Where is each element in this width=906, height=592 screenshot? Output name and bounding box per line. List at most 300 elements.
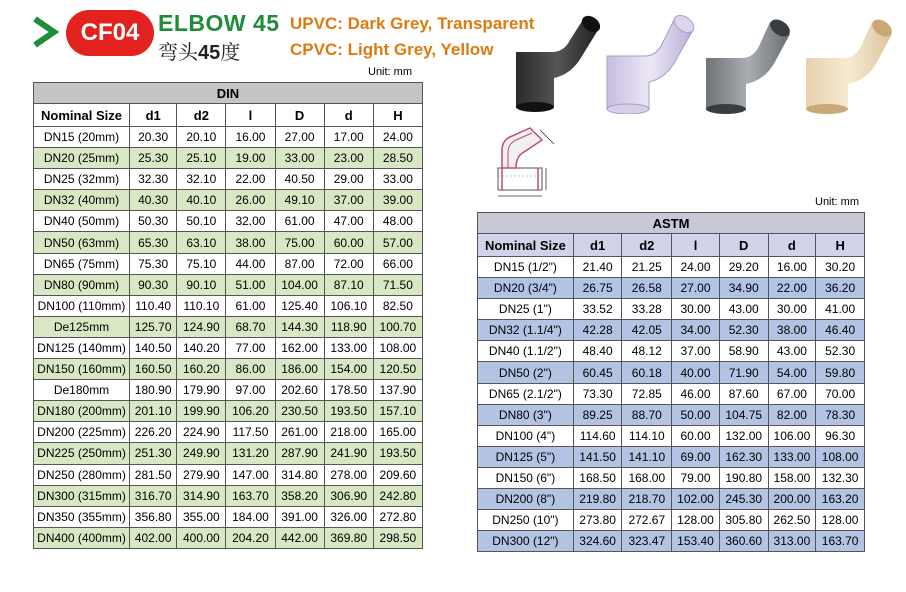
din-value-cell: 402.00 (130, 527, 177, 548)
astm-value-cell: 88.70 (622, 404, 672, 425)
din-column-header: l (226, 104, 275, 127)
astm-value-cell: 106.00 (768, 425, 816, 446)
din-table-row (34, 274, 423, 295)
din-value-cell: 49.10 (275, 190, 324, 211)
din-value-cell: 75.30 (130, 253, 177, 274)
din-value-cell: 39.00 (373, 190, 422, 211)
astm-value-cell: 163.70 (816, 531, 865, 552)
astm-value-cell: 48.12 (622, 341, 672, 362)
din-nominal-size-cell: DN150 (160mm) (34, 359, 130, 380)
din-table-row (34, 443, 423, 464)
din-column-header: Nominal Size (34, 104, 130, 127)
din-header-row (34, 104, 423, 127)
astm-value-cell: 108.00 (816, 446, 865, 467)
din-nominal-size-cell: DN25 (32mm) (34, 169, 130, 190)
astm-value-cell: 79.00 (672, 467, 720, 488)
din-value-cell: 66.00 (373, 253, 422, 274)
din-nominal-size-cell: DN200 (225mm) (34, 422, 130, 443)
din-value-cell: 162.00 (275, 337, 324, 358)
din-nominal-size-cell: DN15 (20mm) (34, 127, 130, 148)
din-table-row (34, 295, 423, 316)
din-nominal-size-cell: DN300 (315mm) (34, 485, 130, 506)
din-value-cell: 90.10 (177, 274, 226, 295)
astm-value-cell: 30.00 (768, 299, 816, 320)
astm-value-cell: 323.47 (622, 531, 672, 552)
din-table-row (34, 232, 423, 253)
astm-value-cell: 158.00 (768, 467, 816, 488)
din-value-cell: 104.00 (275, 274, 324, 295)
din-value-cell: 193.50 (373, 443, 422, 464)
product-code-badge: CF04 (66, 10, 154, 56)
astm-value-cell: 89.25 (573, 404, 622, 425)
din-column-header: d (324, 104, 373, 127)
astm-value-cell: 114.10 (622, 425, 672, 446)
astm-value-cell: 22.00 (768, 278, 816, 299)
din-value-cell: 316.70 (130, 485, 177, 506)
din-value-cell: 140.20 (177, 337, 226, 358)
din-value-cell: 82.50 (373, 295, 422, 316)
elbow-dimension-diagram (496, 124, 562, 204)
astm-value-cell: 30.00 (672, 299, 720, 320)
din-value-cell: 179.90 (177, 380, 226, 401)
astm-value-cell: 29.20 (719, 257, 768, 278)
din-table-row (34, 359, 423, 380)
din-value-cell: 75.00 (275, 232, 324, 253)
astm-value-cell: 141.10 (622, 446, 672, 467)
din-value-cell: 22.00 (226, 169, 275, 190)
din-value-cell: 326.00 (324, 506, 373, 527)
din-table-row (34, 527, 423, 548)
astm-nominal-size-cell: DN25 (1") (478, 299, 574, 320)
din-nominal-size-cell: DN350 (355mm) (34, 506, 130, 527)
din-nominal-size-cell: DN250 (280mm) (34, 464, 130, 485)
din-value-cell: 40.30 (130, 190, 177, 211)
din-value-cell: 24.00 (373, 127, 422, 148)
din-value-cell: 224.90 (177, 422, 226, 443)
din-table-row (34, 148, 423, 169)
din-value-cell: 144.30 (275, 316, 324, 337)
astm-table-row (478, 467, 865, 488)
din-nominal-size-cell: DN100 (110mm) (34, 295, 130, 316)
din-nominal-size-cell: DN20 (25mm) (34, 148, 130, 169)
din-value-cell: 68.70 (226, 316, 275, 337)
din-nominal-size-cell: DN125 (140mm) (34, 337, 130, 358)
din-value-cell: 87.00 (275, 253, 324, 274)
din-value-cell: 72.00 (324, 253, 373, 274)
din-value-cell: 108.00 (373, 337, 422, 358)
din-table-row (34, 422, 423, 443)
din-value-cell: 71.50 (373, 274, 422, 295)
din-value-cell: 125.70 (130, 316, 177, 337)
din-value-cell: 60.00 (324, 232, 373, 253)
astm-value-cell: 27.00 (672, 278, 720, 299)
astm-value-cell: 24.00 (672, 257, 720, 278)
astm-value-cell: 272.67 (622, 510, 672, 531)
product-subtitle-cn: 弯头45度 (158, 42, 241, 64)
chevron-right-icon (30, 14, 60, 50)
din-value-cell: 118.90 (324, 316, 373, 337)
din-value-cell: 77.00 (226, 337, 275, 358)
astm-nominal-size-cell: DN32 (1.1/4") (478, 320, 574, 341)
din-value-cell: 106.10 (324, 295, 373, 316)
din-table-row (34, 401, 423, 422)
din-value-cell: 218.00 (324, 422, 373, 443)
astm-value-cell: 360.60 (719, 531, 768, 552)
din-value-cell: 100.70 (373, 316, 422, 337)
din-value-cell: 226.20 (130, 422, 177, 443)
din-value-cell: 193.50 (324, 401, 373, 422)
material-upvc: UPVC: Dark Grey, Transparent (290, 14, 535, 33)
din-value-cell: 40.50 (275, 169, 324, 190)
din-value-cell: 202.60 (275, 380, 324, 401)
astm-value-cell: 128.00 (672, 510, 720, 531)
astm-value-cell: 218.70 (622, 489, 672, 510)
din-table (33, 82, 423, 549)
din-value-cell: 157.10 (373, 401, 422, 422)
din-nominal-size-cell: DN32 (40mm) (34, 190, 130, 211)
din-value-cell: 44.00 (226, 253, 275, 274)
elbow-yellow-image (800, 14, 896, 114)
astm-nominal-size-cell: DN125 (5") (478, 446, 574, 467)
din-value-cell: 249.90 (177, 443, 226, 464)
astm-value-cell: 153.40 (672, 531, 720, 552)
din-table-row (34, 169, 423, 190)
din-nominal-size-cell: DN65 (75mm) (34, 253, 130, 274)
astm-table-row (478, 510, 865, 531)
din-value-cell: 358.20 (275, 485, 324, 506)
astm-value-cell: 324.60 (573, 531, 622, 552)
din-value-cell: 97.00 (226, 380, 275, 401)
astm-value-cell: 245.30 (719, 489, 768, 510)
din-value-cell: 180.90 (130, 380, 177, 401)
din-value-cell: 25.10 (177, 148, 226, 169)
din-value-cell: 279.90 (177, 464, 226, 485)
astm-value-cell: 72.85 (622, 383, 672, 404)
astm-table-row (478, 257, 865, 278)
astm-column-header: Nominal Size (478, 234, 574, 257)
din-value-cell: 117.50 (226, 422, 275, 443)
din-column-header: d2 (177, 104, 226, 127)
astm-value-cell: 69.00 (672, 446, 720, 467)
astm-value-cell: 78.30 (816, 404, 865, 425)
astm-column-header: H (816, 234, 865, 257)
din-value-cell: 355.00 (177, 506, 226, 527)
astm-value-cell: 37.00 (672, 341, 720, 362)
din-value-cell: 140.50 (130, 337, 177, 358)
din-table-row (34, 127, 423, 148)
din-nominal-size-cell: DN80 (90mm) (34, 274, 130, 295)
astm-value-cell: 34.00 (672, 320, 720, 341)
astm-table-row (478, 425, 865, 446)
din-nominal-size-cell: DN40 (50mm) (34, 211, 130, 232)
astm-column-header: D (719, 234, 768, 257)
astm-value-cell: 46.00 (672, 383, 720, 404)
din-value-cell: 33.00 (373, 169, 422, 190)
astm-nominal-size-cell: DN100 (4") (478, 425, 574, 446)
astm-table-row (478, 362, 865, 383)
din-column-header: H (373, 104, 422, 127)
astm-value-cell: 219.80 (573, 489, 622, 510)
din-value-cell: 57.00 (373, 232, 422, 253)
astm-column-header: l (672, 234, 720, 257)
din-value-cell: 38.00 (226, 232, 275, 253)
din-value-cell: 124.90 (177, 316, 226, 337)
astm-nominal-size-cell: DN15 (1/2") (478, 257, 574, 278)
din-value-cell: 160.20 (177, 359, 226, 380)
astm-value-cell: 60.00 (672, 425, 720, 446)
astm-value-cell: 26.75 (573, 278, 622, 299)
din-value-cell: 251.30 (130, 443, 177, 464)
elbow-light-grey-image (700, 14, 794, 114)
astm-value-cell: 60.45 (573, 362, 622, 383)
din-value-cell: 165.00 (373, 422, 422, 443)
astm-caption: ASTM (478, 213, 865, 234)
din-caption: DIN (34, 83, 423, 104)
astm-nominal-size-cell: DN300 (12") (478, 531, 574, 552)
din-table-row (34, 464, 423, 485)
din-table-row (34, 190, 423, 211)
astm-value-cell: 128.00 (816, 510, 865, 531)
din-value-cell: 50.10 (177, 211, 226, 232)
din-value-cell: 160.50 (130, 359, 177, 380)
din-nominal-size-cell: DN400 (400mm) (34, 527, 130, 548)
astm-nominal-size-cell: DN250 (10") (478, 510, 574, 531)
astm-table-row (478, 299, 865, 320)
astm-table-row (478, 278, 865, 299)
din-value-cell: 47.00 (324, 211, 373, 232)
astm-value-cell: 58.90 (719, 341, 768, 362)
astm-table-row (478, 341, 865, 362)
din-value-cell: 298.50 (373, 527, 422, 548)
astm-value-cell: 52.30 (816, 341, 865, 362)
din-value-cell: 61.00 (226, 295, 275, 316)
astm-value-cell: 16.00 (768, 257, 816, 278)
din-value-cell: 25.30 (130, 148, 177, 169)
astm-value-cell: 71.90 (719, 362, 768, 383)
astm-value-cell: 50.00 (672, 404, 720, 425)
astm-value-cell: 200.00 (768, 489, 816, 510)
din-value-cell: 48.00 (373, 211, 422, 232)
astm-column-header: d2 (622, 234, 672, 257)
din-value-cell: 199.90 (177, 401, 226, 422)
astm-table-row (478, 320, 865, 341)
astm-value-cell: 163.20 (816, 489, 865, 510)
din-value-cell: 87.10 (324, 274, 373, 295)
din-value-cell: 442.00 (275, 527, 324, 548)
din-value-cell: 242.80 (373, 485, 422, 506)
din-nominal-size-cell: De180mm (34, 380, 130, 401)
astm-value-cell: 168.50 (573, 467, 622, 488)
din-value-cell: 278.00 (324, 464, 373, 485)
elbow-transparent-image (601, 12, 697, 114)
din-value-cell: 306.90 (324, 485, 373, 506)
din-value-cell: 75.10 (177, 253, 226, 274)
din-value-cell: 125.40 (275, 295, 324, 316)
astm-value-cell: 73.30 (573, 383, 622, 404)
astm-table-row (478, 489, 865, 510)
astm-value-cell: 36.20 (816, 278, 865, 299)
din-value-cell: 110.40 (130, 295, 177, 316)
astm-value-cell: 87.60 (719, 383, 768, 404)
astm-nominal-size-cell: DN80 (3") (478, 404, 574, 425)
astm-table-row (478, 446, 865, 467)
din-value-cell: 17.00 (324, 127, 373, 148)
din-value-cell: 369.80 (324, 527, 373, 548)
din-value-cell: 110.10 (177, 295, 226, 316)
astm-value-cell: 305.80 (719, 510, 768, 531)
astm-table (477, 212, 865, 552)
astm-value-cell: 52.30 (719, 320, 768, 341)
astm-unit-label: Unit: mm (815, 196, 859, 208)
din-value-cell: 272.80 (373, 506, 422, 527)
din-value-cell: 90.30 (130, 274, 177, 295)
din-nominal-size-cell: DN180 (200mm) (34, 401, 130, 422)
astm-value-cell: 67.00 (768, 383, 816, 404)
din-value-cell: 137.90 (373, 380, 422, 401)
material-cpvc: CPVC: Light Grey, Yellow (290, 40, 494, 59)
din-table-row (34, 485, 423, 506)
din-value-cell: 19.00 (226, 148, 275, 169)
din-value-cell: 201.10 (130, 401, 177, 422)
din-value-cell: 86.00 (226, 359, 275, 380)
astm-value-cell: 46.40 (816, 320, 865, 341)
din-value-cell: 32.10 (177, 169, 226, 190)
astm-table-row (478, 404, 865, 425)
astm-value-cell: 104.75 (719, 404, 768, 425)
din-value-cell: 20.10 (177, 127, 226, 148)
astm-column-header: d1 (573, 234, 622, 257)
din-value-cell: 27.00 (275, 127, 324, 148)
astm-value-cell: 114.60 (573, 425, 622, 446)
product-title: ELBOW 45 (158, 10, 280, 36)
astm-value-cell: 33.28 (622, 299, 672, 320)
din-value-cell: 32.00 (226, 211, 275, 232)
astm-value-cell: 48.40 (573, 341, 622, 362)
din-table-row (34, 316, 423, 337)
elbow-dark-grey-image (512, 12, 600, 112)
astm-value-cell: 162.30 (719, 446, 768, 467)
astm-value-cell: 96.30 (816, 425, 865, 446)
astm-nominal-size-cell: DN40 (1.1/2") (478, 341, 574, 362)
din-table-row (34, 253, 423, 274)
din-value-cell: 287.90 (275, 443, 324, 464)
astm-value-cell: 42.28 (573, 320, 622, 341)
astm-nominal-size-cell: DN150 (6") (478, 467, 574, 488)
astm-value-cell: 70.00 (816, 383, 865, 404)
din-value-cell: 50.30 (130, 211, 177, 232)
astm-nominal-size-cell: DN50 (2") (478, 362, 574, 383)
astm-table-row (478, 383, 865, 404)
din-column-header: D (275, 104, 324, 127)
din-value-cell: 314.90 (177, 485, 226, 506)
astm-value-cell: 34.90 (719, 278, 768, 299)
astm-value-cell: 262.50 (768, 510, 816, 531)
astm-value-cell: 132.30 (816, 467, 865, 488)
din-value-cell: 28.50 (373, 148, 422, 169)
astm-value-cell: 60.18 (622, 362, 672, 383)
din-value-cell: 20.30 (130, 127, 177, 148)
astm-value-cell: 190.80 (719, 467, 768, 488)
din-value-cell: 32.30 (130, 169, 177, 190)
din-value-cell: 23.00 (324, 148, 373, 169)
din-value-cell: 186.00 (275, 359, 324, 380)
din-value-cell: 400.00 (177, 527, 226, 548)
din-value-cell: 314.80 (275, 464, 324, 485)
din-value-cell: 154.00 (324, 359, 373, 380)
astm-column-header: d (768, 234, 816, 257)
din-table-row (34, 380, 423, 401)
din-value-cell: 120.50 (373, 359, 422, 380)
din-value-cell: 65.30 (130, 232, 177, 253)
astm-value-cell: 168.00 (622, 467, 672, 488)
din-value-cell: 40.10 (177, 190, 226, 211)
astm-value-cell: 33.52 (573, 299, 622, 320)
din-value-cell: 356.80 (130, 506, 177, 527)
astm-value-cell: 30.20 (816, 257, 865, 278)
astm-header-row (478, 234, 865, 257)
din-value-cell: 106.20 (226, 401, 275, 422)
din-value-cell: 391.00 (275, 506, 324, 527)
astm-value-cell: 133.00 (768, 446, 816, 467)
astm-value-cell: 141.50 (573, 446, 622, 467)
astm-nominal-size-cell: DN65 (2.1/2") (478, 383, 574, 404)
din-value-cell: 51.00 (226, 274, 275, 295)
din-table-row (34, 337, 423, 358)
astm-table-row (478, 531, 865, 552)
astm-value-cell: 59.80 (816, 362, 865, 383)
astm-nominal-size-cell: DN20 (3/4") (478, 278, 574, 299)
din-table-row (34, 211, 423, 232)
astm-value-cell: 54.00 (768, 362, 816, 383)
astm-value-cell: 132.00 (719, 425, 768, 446)
din-value-cell: 281.50 (130, 464, 177, 485)
din-nominal-size-cell: DN50 (63mm) (34, 232, 130, 253)
astm-value-cell: 26.58 (622, 278, 672, 299)
astm-value-cell: 21.25 (622, 257, 672, 278)
din-value-cell: 26.00 (226, 190, 275, 211)
astm-value-cell: 21.40 (573, 257, 622, 278)
din-value-cell: 61.00 (275, 211, 324, 232)
astm-value-cell: 43.00 (719, 299, 768, 320)
din-nominal-size-cell: De125mm (34, 316, 130, 337)
din-value-cell: 230.50 (275, 401, 324, 422)
din-value-cell: 37.00 (324, 190, 373, 211)
din-value-cell: 204.20 (226, 527, 275, 548)
astm-value-cell: 102.00 (672, 489, 720, 510)
astm-value-cell: 38.00 (768, 320, 816, 341)
din-value-cell: 147.00 (226, 464, 275, 485)
din-column-header: d1 (130, 104, 177, 127)
din-value-cell: 131.20 (226, 443, 275, 464)
astm-nominal-size-cell: DN200 (8") (478, 489, 574, 510)
din-value-cell: 184.00 (226, 506, 275, 527)
astm-value-cell: 41.00 (816, 299, 865, 320)
din-value-cell: 63.10 (177, 232, 226, 253)
din-value-cell: 133.00 (324, 337, 373, 358)
din-value-cell: 16.00 (226, 127, 275, 148)
din-value-cell: 178.50 (324, 380, 373, 401)
din-nominal-size-cell: DN225 (250mm) (34, 443, 130, 464)
astm-value-cell: 273.80 (573, 510, 622, 531)
astm-value-cell: 82.00 (768, 404, 816, 425)
din-table-row (34, 506, 423, 527)
din-value-cell: 209.60 (373, 464, 422, 485)
astm-value-cell: 43.00 (768, 341, 816, 362)
din-unit-label: Unit: mm (368, 66, 412, 78)
astm-value-cell: 42.05 (622, 320, 672, 341)
astm-value-cell: 40.00 (672, 362, 720, 383)
din-value-cell: 33.00 (275, 148, 324, 169)
